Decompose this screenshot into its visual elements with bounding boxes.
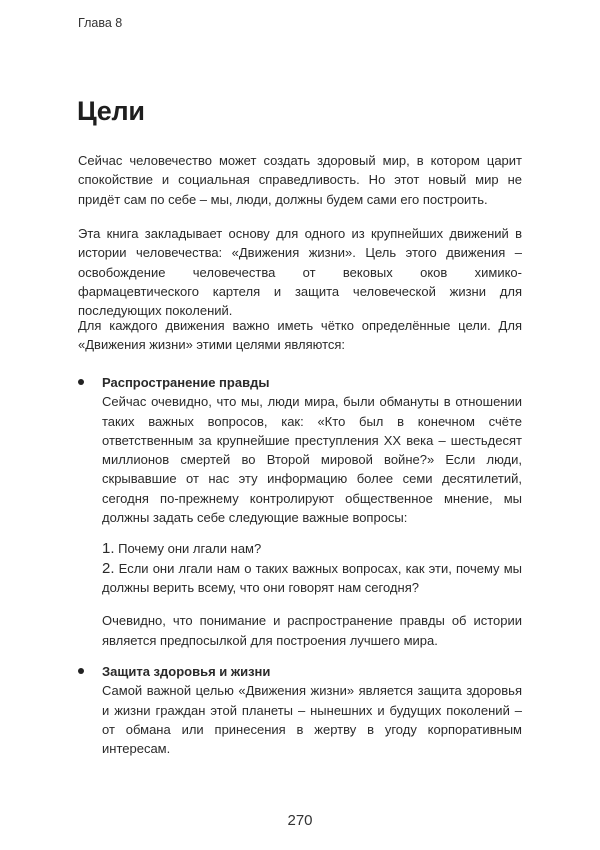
goals-lead-paragraph: Для каждого движения важно иметь чётко определённые цели. Для «Движения жизни» этими целями являются: bbox=[78, 318, 522, 353]
question-item bbox=[102, 539, 522, 558]
running-head: Глава 8 bbox=[78, 16, 123, 30]
goal-conclusion: Очевидно, что понимание и распространение правды об истории является предпосылкой для построения лучшего мира. bbox=[102, 613, 522, 648]
goal-item-health bbox=[78, 662, 522, 758]
page-title: Цели bbox=[77, 96, 145, 126]
question-number: 1. bbox=[102, 540, 115, 558]
goal-title: Защита здоровья и жизни bbox=[102, 664, 271, 679]
goal-title: Распространение правды bbox=[102, 375, 270, 390]
page-number: 270 bbox=[287, 812, 313, 829]
question-list bbox=[102, 539, 522, 597]
goal-text: Сейчас очевидно, что мы, люди мира, были обмануты в отношении таких важных вопросов, как: «Кто был в конечном счёте ответственным за крупнейшие преступления XX века – шестьдесят миллионов смертей во Второй мировой войне?» Если люди, скрывавшие от нас эту информацию более семи десятилетий, сегодня по-прежнему контролируют общественное мнение, мы должны задать себе следующие важные вопросы: bbox=[102, 394, 522, 526]
bullet-icon bbox=[78, 379, 84, 385]
question-text: Почему они лгали нам? bbox=[118, 541, 262, 557]
question-item bbox=[102, 559, 522, 598]
goal-item-truth bbox=[78, 373, 522, 650]
intro-paragraph: Сейчас человечество может создать здоровый мир, в котором царит спокойствие и социальная справедливость. Но этот новый мир не придёт сам по себе – мы, люди, должны будем сами его построить. bbox=[78, 153, 522, 207]
bullet-icon bbox=[78, 668, 84, 674]
question-text: Если они лгали нам о таких важных вопросах, как эти, почему мы должны верить всему, что они говорят нам сегодня? bbox=[102, 560, 522, 595]
book-purpose-paragraph: Эта книга закладывает основу для одного из крупнейших движений в истории человечества: «Движения жизни». Цель этого движения – освобождение человечества от вековых оков химико-фармацевтического картеля и защита человеческой жизни для последующих поколений. bbox=[78, 226, 522, 319]
question-number: 2. bbox=[102, 559, 115, 577]
goal-text: Самой важной целью «Движения жизни» является защита здоровья и жизни граждан этой планеты – нынешних и будущих поколений – от обмана или принесения в жертву в угоду корпоративным интересам. bbox=[102, 683, 522, 757]
